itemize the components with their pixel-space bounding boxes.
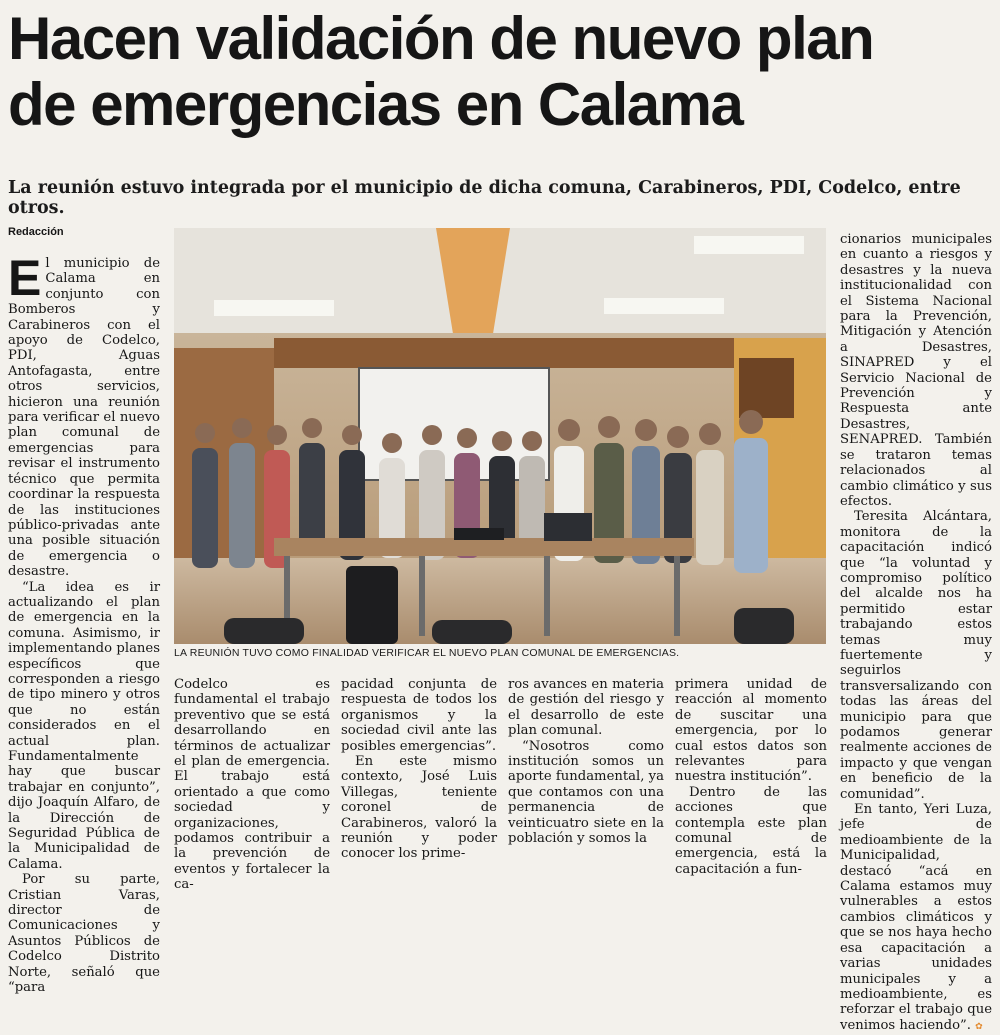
paragraph: Dentro de las acciones que contempla este plan comunal de emergencia, está la capacitación a fun- bbox=[675, 784, 827, 877]
column-1 bbox=[8, 250, 160, 996]
headline bbox=[8, 6, 992, 138]
byline: Redacción bbox=[8, 226, 64, 238]
paragraph-text: En tanto, Yeri Luza, jefe de medioambiente de la Municipalidad, destacó “acá en Calama estamos muy vulnerables a estos cambios climáticos y que se nos haya hecho esa capacitación a varias unidades municipales y a medioambiente, es reforzar el trabajo que venimos haciendo”. bbox=[840, 802, 992, 1033]
paragraph: Por su parte, Cristian Varas, director de Comunicaciones y Asuntos Públicos de Codelco Distrito Norte, señaló que “para bbox=[8, 872, 160, 996]
paragraph bbox=[8, 250, 160, 580]
headline-line-1: Hacen validación de nuevo plan bbox=[8, 5, 874, 72]
column-6 bbox=[840, 232, 992, 1035]
paragraph: “La idea es ir actualizando el plan de emergencia en la comuna. Asimismo, ir implementando planes específicos que corresponden a riesgo de tipo minero y otros que no están considerados en el actual plan. Fundamentalmente hay que buscar trabajar en conjunto”, dijo Joaquín Alfaro, de la Dirección de Seguridad Pública de la Municipalidad de Calama. bbox=[8, 579, 160, 872]
end-mark-icon: ✿ bbox=[975, 1021, 983, 1032]
headline-line-2: de emergencias en Calama bbox=[8, 71, 743, 138]
paragraph: “Nosotros como institución somos un aporte fundamental, ya que contamos con una permanencia de veinticuatro siete en la población y somos la bbox=[508, 738, 664, 847]
drop-cap: E bbox=[8, 250, 42, 306]
article-photo bbox=[174, 228, 826, 644]
column-2 bbox=[174, 677, 330, 893]
column-5 bbox=[675, 677, 827, 877]
paragraph: pacidad conjunta de respuesta de todos los organismos y la sociedad civil ante las posibles emergencias”. bbox=[341, 677, 497, 754]
photo-caption: LA REUNIÓN TUVO COMO FINALIDAD VERIFICAR EL NUEVO PLAN COMUNAL DE EMERGENCIAS. bbox=[174, 647, 680, 659]
paragraph: Codelco es fundamental el trabajo preventivo que se está desarrollando en términos de actualizar el plan de emergencia. El trabajo está orientado a que como sociedad y organizaciones, podamos contribuir a la prevención de eventos y fortalecer la ca- bbox=[174, 677, 330, 893]
paragraph: ros avances en materia de gestión del riesgo y el desarrollo de este plan comunal. bbox=[508, 677, 664, 739]
subheadline: La reunión estuvo integrada por el municipio de dicha comuna, Carabineros, PDI, Codelco, entre otros. bbox=[8, 178, 961, 218]
column-4 bbox=[508, 677, 664, 846]
paragraph: En este mismo contexto, José Luis Villegas, teniente coronel de Carabineros, valoró la reunión y poder conocer los prime- bbox=[341, 754, 497, 862]
paragraph bbox=[840, 802, 992, 1035]
paragraph: primera unidad de reacción al momento de suscitar una emergencia, por lo cual estos datos son relevantes para nuestra institución”. bbox=[675, 677, 827, 785]
meeting-group-photo bbox=[174, 228, 826, 644]
paragraph: Teresita Alcántara, monitora de la capacitación indicó que “la voluntad y compromiso político del alcalde nos ha permitido estar trabajando estos temas muy fuertemente y seguirlos transversalizando con todas las áreas del municipio para que podamos generar realmente acciones de impacto y que vengan en beneficio de la comunidad”. bbox=[840, 509, 992, 802]
column-3 bbox=[341, 677, 497, 862]
paragraph-text: l municipio de Calama en conjunto con Bomberos y Carabineros con el apoyo de Codelco, PDI, Aguas Antofagasta, entre otros servicios, hicieron una reunión para verificar el nuevo plan comunal de emergencias para revisar el instrumento técnico que permita coordinar la respuesta de las instituciones público-privadas ante una posible situación de emergencia o desastre. bbox=[8, 256, 160, 580]
paragraph: cionarios municipales en cuanto a riesgos y desastres y la nueva institucionalidad con el Sistema Nacional para la Prevención, Mitigación y Atención a Desastres, SINAPRED y el Servicio Nacional de Prevención y Respuesta ante Desastres, SENAPRED. También se trataron temas relacionados al cambio climático y sus efectos. bbox=[840, 232, 992, 509]
